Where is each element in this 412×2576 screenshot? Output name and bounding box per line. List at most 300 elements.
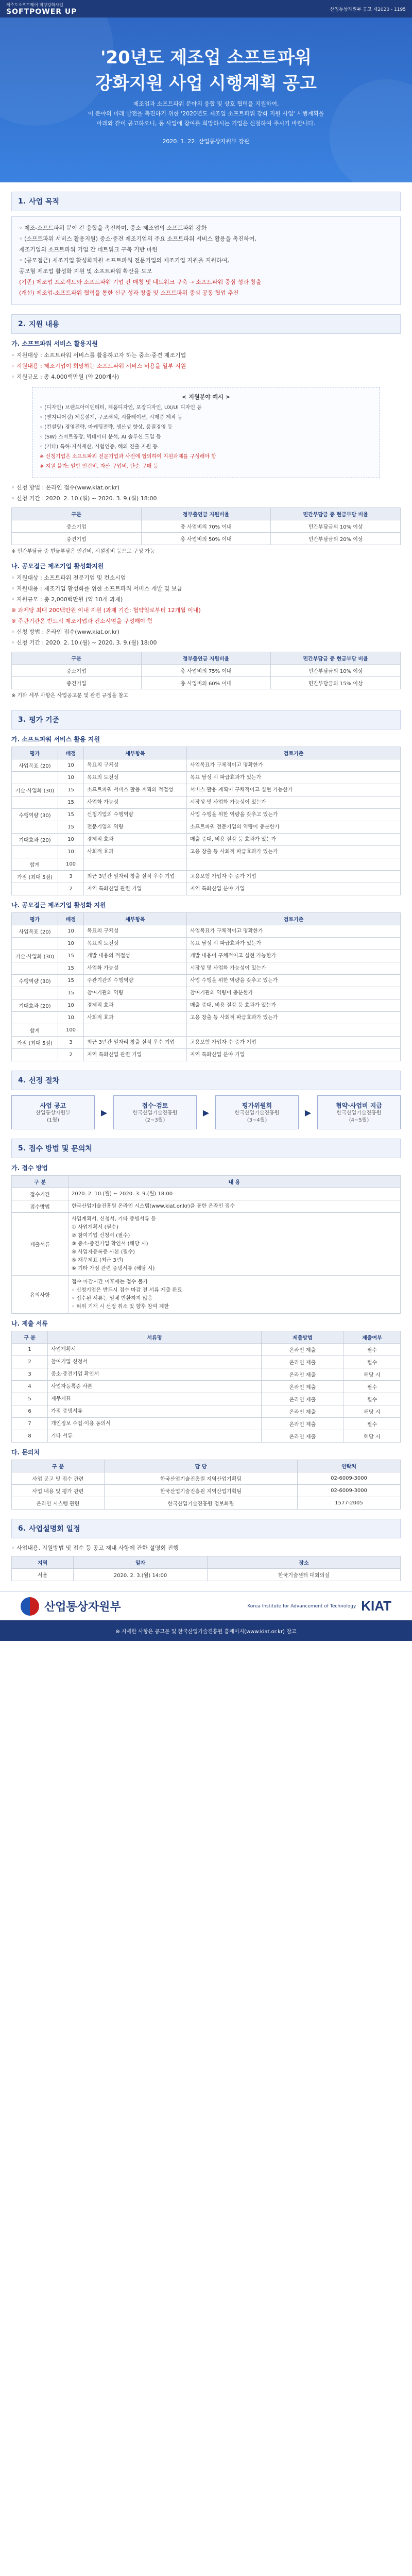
flow-step-desc: 한국산업기술진흥원 (3~4월) [234, 1110, 280, 1123]
table-header: 구 분 [12, 1460, 105, 1472]
table-header: 세부항목 [84, 747, 187, 759]
evaluation-table-b [11, 912, 401, 1061]
callout-line: ◦ (컨설팅) 경영전략, 마케팅전략, 생산성 향상, 품질경영 등 [40, 425, 173, 430]
support-note: ※ 주관기관은 반드시 제조기업과 컨소시엄을 구성해야 함 [11, 618, 153, 624]
table-cell: 수행역량 (30) [12, 975, 58, 987]
table-cell: 기대효과 (20) [12, 834, 58, 846]
table-cell: 15 [58, 809, 84, 821]
subsection-title: 나. 공모접근 제조기업 활성화 지원 [11, 902, 106, 909]
table-row [12, 821, 401, 834]
table-cell [12, 883, 58, 895]
table-row [12, 1485, 401, 1497]
table-row [12, 1381, 401, 1393]
table-cell: 재무제표 [48, 1393, 262, 1405]
hero-title-line1: '20년도 제조업 소프트파워 [100, 47, 312, 68]
table-cell: 온라인 제출 [262, 1393, 344, 1405]
section-title-text: 사업 목적 [29, 198, 60, 206]
section-title [11, 1519, 401, 1538]
table-header: 민간부담금 중 현금부담 비율 [271, 508, 401, 520]
subsection-title: 나. 제출 서류 [11, 1320, 48, 1327]
flow-step-desc: 한국산업기술진흥원 (4~5월) [336, 1110, 382, 1123]
support-line: ◦ 신청 기간 : 2020. 2. 10.(월) ~ 2020. 3. 9.(월) 18:00 [11, 639, 157, 646]
subsection-title: 가. 소프트파워 서비스 활용 지원 [11, 736, 100, 743]
table-cell: 시장성 및 사업화 가능성이 있는가 [187, 962, 401, 975]
table-cell: 10 [58, 834, 84, 846]
table-cell: 합계 [12, 1024, 58, 1037]
section-title [11, 1139, 401, 1158]
table-cell [12, 796, 58, 809]
flow-step [317, 1095, 401, 1129]
table-cell: 가점 (최대 5점) [12, 1037, 58, 1049]
table-cell: 목표 달성 시 파급효과가 있는가 [187, 772, 401, 784]
support-line: ◦ 신청 기간 : 2020. 2. 10.(월) ~ 2020. 3. 9.(월) 18:00 [11, 495, 157, 502]
table-cell: 목표의 구체성 [84, 925, 187, 938]
table-cell: 서비스 활용 계획이 구체적이고 실현 가능한가 [187, 784, 401, 796]
table-header: 정부출연금 지원비율 [141, 652, 271, 665]
table-cell: 필수 [344, 1393, 401, 1405]
table-cell: 목표의 구체성 [84, 759, 187, 772]
purpose-note: (기존) 제조업 프로젝트와 소프트파워 기업 간 매칭 및 네트워크 구축 → 소프트파워 중심 성과 창출 [19, 279, 262, 285]
contact-table [11, 1460, 401, 1510]
hero-title-line2: 강화지원 사업 시행계획 공고 [95, 73, 317, 94]
table-header: 지역 [12, 1556, 74, 1569]
flow-step [215, 1095, 299, 1129]
section-title-text: 평가 기준 [29, 716, 60, 724]
table-row [12, 1418, 401, 1430]
table-cell: 개발 내용이 구체적이고 실현 가능한가 [187, 950, 401, 962]
table-cell: 합계 [12, 858, 58, 871]
support-line: ◦ 지원내용 : 제조기업 활성화를 위한 소프트파워 서비스 개발 및 보급 [11, 585, 183, 592]
table-cell [187, 858, 401, 871]
hero-description [52, 99, 360, 128]
table-row [12, 1276, 401, 1314]
subsection-title: 가. 접수 방법 [11, 1164, 48, 1172]
flow-step-title: 평가위원회 [242, 1101, 272, 1109]
table-header: 배점 [58, 913, 84, 925]
table-cell: 중견기업 [12, 677, 142, 689]
table-row [12, 999, 401, 1012]
table-cell: 3 [12, 1368, 48, 1381]
purpose-line: 제조기업의 소프트파워 기업 간 네트워크 구축 기반 마련 [19, 246, 158, 253]
table-cell: 지역 특화산업 분야 기업 [187, 883, 401, 895]
table-cell: 소프트파워 서비스 활용 계획의 적절성 [84, 784, 187, 796]
purpose-box [11, 216, 401, 305]
doc-item: ① 사업계획서 (필수) [72, 1225, 118, 1230]
table-cell: 필수 [344, 1381, 401, 1393]
table-cell: 시장성 및 사업화 가능성이 있는가 [187, 796, 401, 809]
table-cell: 1 [12, 1344, 48, 1356]
table-row [12, 834, 401, 846]
table-row [12, 533, 401, 545]
table-cell: 참여기업 신청서 [48, 1356, 262, 1368]
caution-summary: 접수 마감시간 이후에는 접수 불가 [72, 1279, 148, 1285]
notice-number: 산업통상자원부 공고 제2020 - 1195 [330, 7, 406, 12]
table-cell: 민간부담금의 15% 이상 [271, 677, 401, 689]
funding-table-b [11, 652, 401, 689]
top-header [0, 0, 412, 18]
flow-step [11, 1095, 95, 1129]
bottom-notice-text: ※ 자세한 사항은 공고문 및 한국산업기술진흥원 홈페이지(www.kiat.or.kr) 참고 [115, 1629, 297, 1635]
table-cell: 총 사업비의 75% 이내 [141, 665, 271, 677]
table-cell: 8 [12, 1430, 48, 1443]
table-header: 검토기준 [187, 747, 401, 759]
arrow-right-icon: ▶ [202, 1107, 210, 1117]
header-subtitle: 제주도소프트웨어 역량강화사업 [6, 2, 63, 7]
table-row [12, 1569, 401, 1581]
table-cell: 중소기업 [12, 665, 142, 677]
table-cell: 중견기업 [12, 533, 142, 545]
table-cell: 한국산업기술진흥원 온라인 시스템(www.kiat.or.kr)을 통한 온라인 접수 [68, 1200, 401, 1213]
table-header: 서류명 [48, 1331, 262, 1344]
table-cell: 주관기관의 수행역량 [84, 975, 187, 987]
table-cell: 민간부담금의 10% 이상 [271, 665, 401, 677]
arrow-right-icon: ▶ [100, 1107, 108, 1117]
docs-summary: 사업계획서, 신청서, 기타 증빙서류 등 [72, 1216, 156, 1222]
table-cell: 사업화 가능성 [84, 962, 187, 975]
table-cell: 한국산업기술진흥원 지역산업기획팀 [105, 1485, 298, 1497]
kiat-logo-text: KIAT [361, 1598, 391, 1614]
section-number: 6. [18, 1524, 26, 1533]
table-header: 구분 [12, 508, 142, 520]
flow-step-desc: 산업통상자원부 (1월) [36, 1110, 71, 1123]
softpower-logo: SOFTPOWER UP [6, 7, 77, 16]
table-cell: 2 [12, 1356, 48, 1368]
table-header: 민간부담금 중 현금부담 비율 [271, 652, 401, 665]
application-table [11, 1175, 401, 1314]
table-cell: 중소기업 [12, 520, 142, 533]
support-line: ◦ 지원내용 : 제조기업이 희망하는 소프트파워 서비스 비용을 일부 지원 [11, 363, 186, 369]
section-title [11, 314, 401, 334]
table-cell: 사업 공고 및 접수 관련 [12, 1472, 105, 1485]
subsection-title: 다. 문의처 [11, 1449, 40, 1456]
flow-step-title: 사업 공고 [40, 1101, 66, 1109]
table-cell: 지역 특화산업 관련 기업 [84, 1049, 187, 1061]
table-cell: 해당 시 [344, 1430, 401, 1443]
callout-note: ※ 지원 불가: 일반 인건비, 자산 구입비, 단순 구매 등 [40, 464, 159, 469]
section-number: 5. [18, 1144, 26, 1153]
table-cell: 수행역량 (30) [12, 809, 58, 821]
table-cell [12, 962, 58, 975]
table-cell [187, 1024, 401, 1037]
table-cell: 사업자등록증 사본 [48, 1381, 262, 1393]
table-cell: 사회적 효과 [84, 1012, 187, 1024]
table-cell: 소프트파워 전문기업의 역량이 충분한가 [187, 821, 401, 834]
table-row [12, 1430, 401, 1443]
table-header: 내 용 [68, 1176, 401, 1188]
section-title [11, 192, 401, 211]
table-row [12, 858, 401, 871]
section-title-text: 접수 방법 및 문의처 [29, 1145, 92, 1153]
support-line: ◦ 지원규모 : 총 2,000백만원 (약 10개 과제) [11, 596, 123, 603]
support-line: ◦ 신청 방법 : 온라인 접수(www.kiat.or.kr) [11, 484, 119, 491]
table-cell: 7 [12, 1418, 48, 1430]
flow-step [113, 1095, 197, 1129]
support-line: ◦ 지원규모 : 총 4,000백만원 (약 200개사) [11, 374, 119, 380]
table-row [12, 925, 401, 938]
table-cell: 접수방법 [12, 1200, 68, 1213]
table-cell: 한국기술센터 대회의실 [208, 1569, 401, 1581]
table-cell: 최근 3년간 일자리 창출 실적 우수 기업 [84, 871, 187, 883]
table-cell: 경제적 효과 [84, 834, 187, 846]
kiat-logo-subtext: Korea Institute for Advancement of Technology [247, 1603, 356, 1609]
section-number: 3. [18, 716, 26, 724]
table-cell: 지역 특화산업 분야 기업 [187, 1049, 401, 1061]
table-cell: 고용보험 가입자 수 증가 기업 [187, 871, 401, 883]
table-header: 구 분 [12, 1176, 68, 1188]
caution-item: ◦ 신청기업은 반드시 접수 마감 전 서류 제출 완료 [72, 1287, 182, 1293]
section-title [11, 1071, 401, 1090]
table-cell: 중소·중견기업 확인서 [48, 1368, 262, 1381]
documents-table [11, 1331, 401, 1443]
table-cell: 사업목표 (20) [12, 925, 58, 938]
table-row [12, 1497, 401, 1510]
table-cell: 전문기업의 역량 [84, 821, 187, 834]
table-cell: 가점 (최대 5점) [12, 871, 58, 883]
table-row [12, 1356, 401, 1368]
table-row [12, 1344, 401, 1356]
support-line: ◦ 지원대상 : 소프트파워 서비스를 활용하고자 하는 중소·중견 제조기업 [11, 352, 186, 359]
table-cell: 필수 [344, 1344, 401, 1356]
table-cell: 온라인 제출 [262, 1356, 344, 1368]
section-briefing [0, 1519, 412, 1581]
example-callout [32, 387, 380, 478]
callout-line: ◦ (SW) 스마트공장, 빅데이터 분석, AI 솔루션 도입 등 [40, 434, 161, 440]
table-cell [68, 1276, 401, 1314]
table-cell: 기타 서류 [48, 1430, 262, 1443]
funding-table-a [11, 507, 401, 545]
flow-step-title: 협약·사업비 지급 [336, 1101, 382, 1109]
table-cell: 접수기간 [12, 1188, 68, 1200]
table-cell: 온라인 시스템 관련 [12, 1497, 105, 1510]
table-cell: 개인정보 수집·이용 동의서 [48, 1418, 262, 1430]
table-row [12, 846, 401, 858]
purpose-line: ◦ (공모접근) 제조기업 활성화지원 소프트파워 전문기업의 제조기업 지원을 지원하여, [19, 257, 229, 264]
hero-desc-line: 제조업과 소프트파워 분야의 융합 및 상호 협력을 지원하여, [133, 100, 279, 107]
table-cell: 사업화 가능성 [84, 796, 187, 809]
table-cell: 가점 증빙서류 [48, 1405, 262, 1418]
table-row [12, 759, 401, 772]
table-cell: 한국산업기술진흥원 정보화팀 [105, 1497, 298, 1510]
table-cell: 경제적 효과 [84, 999, 187, 1012]
table-cell: 3 [58, 1037, 84, 1049]
table-row [12, 938, 401, 950]
table-cell: 10 [58, 759, 84, 772]
caution-item: ◦ 접수된 서류는 일체 반환하지 않음 [72, 1296, 153, 1301]
table-cell: 해당 시 [344, 1405, 401, 1418]
table-cell: 10 [58, 846, 84, 858]
table-row [12, 987, 401, 999]
table-cell: 기술·사업화 (30) [12, 950, 58, 962]
table-cell [12, 987, 58, 999]
callout-title: < 지원분야 예시 > [182, 394, 230, 400]
table-cell: 100 [58, 1024, 84, 1037]
table-row [12, 784, 401, 796]
table-cell [68, 1213, 401, 1276]
table-row [12, 1393, 401, 1405]
table-header: 세부항목 [84, 913, 187, 925]
table-row [12, 677, 401, 689]
section-support [0, 314, 412, 701]
doc-item: ⑤ 재무제표 (최근 3년) [72, 1258, 124, 1263]
table-cell [12, 821, 58, 834]
table-header: 구분 [12, 652, 142, 665]
support-line: ◦ 지원대상 : 소프트파워 전문기업 및 컨소시엄 [11, 574, 126, 581]
table-row [12, 1049, 401, 1061]
bottom-notice-bar [0, 1620, 412, 1641]
table-cell: 사업계획서 [48, 1344, 262, 1356]
table-cell: 15 [58, 962, 84, 975]
table-row [12, 1213, 401, 1276]
doc-item: ⑥ 기타 가점 관련 증빙서류 (해당 시) [72, 1266, 155, 1272]
table-cell: 사업 내용 및 평가 관련 [12, 1485, 105, 1497]
table-cell: 제출서류 [12, 1213, 68, 1276]
table-cell: 15 [58, 975, 84, 987]
section-evaluation [0, 710, 412, 1061]
section-title-text: 사업설명회 일정 [29, 1525, 80, 1533]
briefing-table [11, 1556, 401, 1581]
table-header: 제출여부 [344, 1331, 401, 1344]
purpose-line: ◦ 제조-소프트파워 분야 간 융합을 촉진하며, 중소·제조업의 소프트파워 강화 [19, 225, 207, 231]
table-cell: 해당 시 [344, 1368, 401, 1381]
caution-item: ◦ 허위 기재 시 선정 취소 및 향후 참여 제한 [72, 1304, 169, 1310]
table-cell: 15 [58, 796, 84, 809]
table-cell: 10 [58, 1012, 84, 1024]
table-header: 연락처 [298, 1460, 401, 1472]
purpose-line: ◦ (소프트파워 서비스 활용지원) 중소·중견 제조기업의 주요 소프트파워 서비스 활용을 촉진하여, [19, 235, 256, 242]
briefing-note: ◦ 사업내용, 지원방법 및 접수 등 공고 재내 사항에 관한 설명회 진행 [11, 1545, 179, 1551]
table-cell: 5 [12, 1393, 48, 1405]
table-row [12, 1024, 401, 1037]
table-cell [12, 938, 58, 950]
section-selection [0, 1071, 412, 1129]
doc-item: ④ 사업자등록증 사본 (필수) [72, 1249, 135, 1255]
subsection-title: 가. 소프트파워 서비스 활용지원 [11, 340, 98, 347]
table-cell: 2020. 2. 3.(월) 14:00 [74, 1569, 208, 1581]
support-line: ◦ 신청 방법 : 온라인 접수(www.kiat.or.kr) [11, 629, 119, 635]
table-cell: 사업목표 (20) [12, 759, 58, 772]
section-purpose [0, 192, 412, 305]
table-cell: 온라인 제출 [262, 1430, 344, 1443]
table-cell [12, 1049, 58, 1061]
table-row [12, 520, 401, 533]
table-header: 배점 [58, 747, 84, 759]
table-cell: 온라인 제출 [262, 1381, 344, 1393]
table-cell [84, 858, 187, 871]
table-cell: 4 [12, 1381, 48, 1393]
table-cell: 필수 [344, 1356, 401, 1368]
table-cell: 참여기관의 역량 [84, 987, 187, 999]
table-cell: 목표의 도전성 [84, 772, 187, 784]
purpose-line: 공모형 제조업 활성화 지원 및 소프트파워 확산을 도모 [19, 268, 152, 275]
callout-note: ※ 신청기업은 소프트파워 전문기업과 사전에 협의하여 지원과제를 구성해야 함 [40, 454, 216, 460]
table-header: 구 분 [12, 1331, 48, 1344]
table-cell: 사업 수행을 위한 역량을 갖추고 있는가 [187, 809, 401, 821]
table-cell: 기술·사업화 (30) [12, 784, 58, 796]
table-cell: 민간부담금의 10% 이상 [271, 520, 401, 533]
table-row [12, 883, 401, 895]
table-cell: 총 사업비의 60% 이내 [141, 677, 271, 689]
subsection-title: 나. 공모접근 제조기업 활성화지원 [11, 563, 104, 570]
table-cell: 2020. 2. 10.(월) ~ 2020. 3. 9.(월) 18:00 [68, 1188, 401, 1200]
selection-flow [11, 1095, 401, 1129]
table-cell: 온라인 제출 [262, 1418, 344, 1430]
callout-line: ◦ (기타) 특허·지식재산, 시험인증, 해외 진출 지원 등 [40, 444, 158, 450]
section-number: 4. [18, 1076, 26, 1084]
table-cell: 사업목표가 구체적이고 명확한가 [187, 759, 401, 772]
table-row [12, 665, 401, 677]
table-header: 평가 [12, 747, 58, 759]
table-cell: 3 [58, 871, 84, 883]
callout-line: ◦ (디자인) 브랜드아이덴티티, 제품디자인, 포장디자인, UX/UI 디자인 등 [40, 405, 202, 411]
table-cell: 15 [58, 950, 84, 962]
table-cell: 15 [58, 821, 84, 834]
section-application [0, 1139, 412, 1510]
table-cell: 15 [58, 784, 84, 796]
table-cell: 기대효과 (20) [12, 999, 58, 1012]
table-row [12, 1037, 401, 1049]
table-cell: 민간부담금의 20% 이상 [271, 533, 401, 545]
callout-line: ◦ (엔지니어링) 제품설계, 구조해석, 시뮬레이션, 시제품 제작 등 [40, 415, 183, 420]
table-cell: 온라인 제출 [262, 1344, 344, 1356]
table-row [12, 1200, 401, 1213]
table-cell: 고용보험 가입자 수 증가 기업 [187, 1037, 401, 1049]
table-row [12, 1188, 401, 1200]
table-header: 평가 [12, 913, 58, 925]
flow-step-desc: 한국산업기술진흥원 (2~3월) [132, 1110, 178, 1123]
table-cell: 02-6009-3000 [298, 1485, 401, 1497]
table-cell: 온라인 제출 [262, 1368, 344, 1381]
table-cell: 필수 [344, 1418, 401, 1430]
table-note: ※ 기타 세부 사항은 사업공고문 및 관련 규정을 참고 [11, 693, 129, 699]
footer-logos [0, 1591, 412, 1620]
taegeuk-icon [21, 1597, 39, 1616]
table-header: 제출방법 [262, 1331, 344, 1344]
table-header: 담 당 [105, 1460, 298, 1472]
table-cell: 2 [58, 1049, 84, 1061]
arrow-right-icon: ▶ [304, 1107, 312, 1117]
hero-desc-line: 이 분야의 미래 발전을 촉진하기 위한 '2020년도 제조업 소프트파워 강화 지원 사업' 시행계획을 [88, 110, 324, 117]
table-cell [84, 1024, 187, 1037]
hero-desc-line: 아래와 같이 공고하오니, 동 사업에 참여를 희망하시는 기업은 신청하여 주시기 바랍니다. [96, 120, 316, 127]
doc-item: ③ 중소·중견기업 확인서 (해당 시) [72, 1241, 148, 1247]
table-cell: 고용 창출 등 사회적 파급효과가 있는가 [187, 1012, 401, 1024]
table-cell: 총 사업비의 50% 이내 [141, 533, 271, 545]
table-cell: 1577-2005 [298, 1497, 401, 1510]
table-row [12, 962, 401, 975]
table-cell: 매출 증대, 비용 절감 등 효과가 있는가 [187, 834, 401, 846]
table-cell: 지역 특화산업 관련 기업 [84, 883, 187, 895]
section-title-text: 지원 내용 [29, 320, 60, 329]
table-row [12, 1368, 401, 1381]
table-cell: 10 [58, 925, 84, 938]
table-cell: 최근 3년간 일자리 창출 실적 우수 기업 [84, 1037, 187, 1049]
table-cell: 온라인 제출 [262, 1405, 344, 1418]
table-cell: 매출 증대, 비용 절감 등 효과가 있는가 [187, 999, 401, 1012]
motie-logo [21, 1597, 121, 1616]
table-row [12, 772, 401, 784]
table-cell: 02-6009-3000 [298, 1472, 401, 1485]
motie-logo-text: 산업통상자원부 [44, 1600, 121, 1613]
table-cell: 10 [58, 772, 84, 784]
table-row [12, 950, 401, 962]
section-number: 1. [18, 197, 26, 206]
table-cell: 사업 수행을 위한 역량을 갖추고 있는가 [187, 975, 401, 987]
table-header: 장소 [208, 1556, 401, 1569]
table-row [12, 809, 401, 821]
table-cell: 사업목표가 구체적이고 명확한가 [187, 925, 401, 938]
hero-date: 2020. 1. 22. 산업통상자원부 장관 [162, 138, 250, 145]
table-cell: 총 사업비의 70% 이내 [141, 520, 271, 533]
